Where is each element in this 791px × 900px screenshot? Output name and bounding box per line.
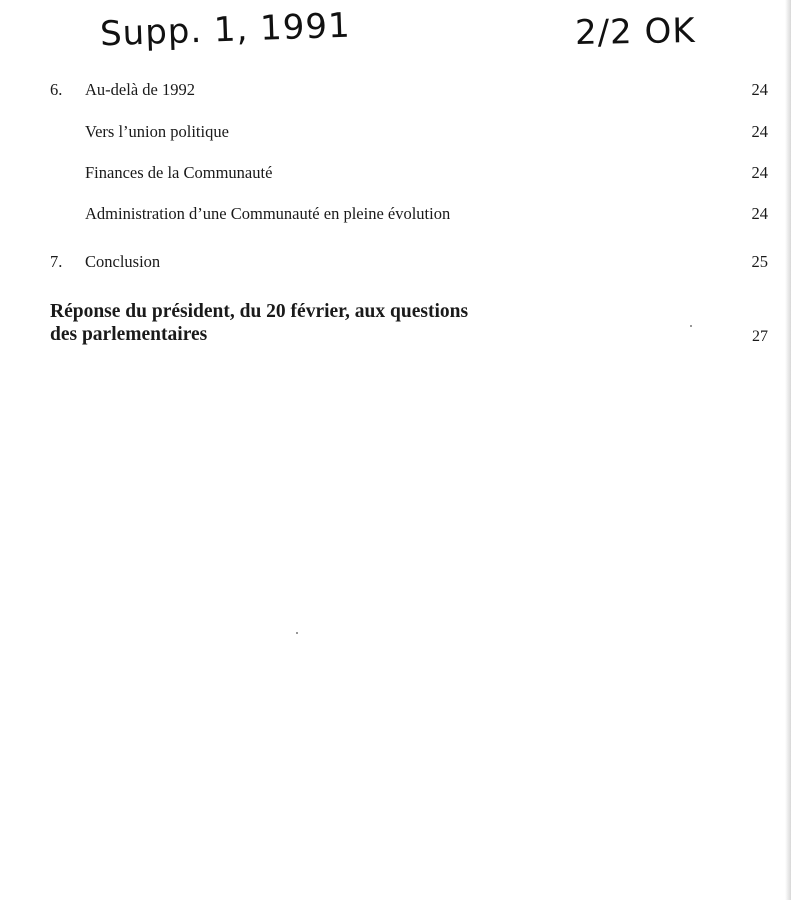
handwritten-annotation-right: 2/2 OK bbox=[574, 10, 696, 54]
toc-entry-number: 6. bbox=[50, 80, 63, 99]
toc-entry-page: 24 bbox=[751, 163, 768, 182]
toc-entry-title: Conclusion bbox=[85, 252, 161, 271]
scan-speck bbox=[296, 632, 298, 634]
toc-entry-page: 27 bbox=[752, 328, 768, 345]
toc-subentry bbox=[85, 204, 768, 224]
scan-edge-shadow bbox=[785, 0, 791, 900]
toc-bold-entry-line1: Réponse du président, du 20 février, aux questions bbox=[50, 301, 469, 322]
toc-entry-title: Au-delà de 1992 bbox=[85, 80, 195, 99]
toc-subentry bbox=[85, 122, 768, 142]
toc-entry-page: 24 bbox=[751, 122, 768, 141]
toc-entry-page: 24 bbox=[751, 80, 768, 99]
handwritten-annotation-left: Supp. 1, 1991 bbox=[99, 5, 352, 55]
toc-entry-title: Finances de la Communauté bbox=[85, 163, 273, 182]
toc-entry-title: Administration d’une Communauté en pleine évolution bbox=[85, 204, 451, 223]
toc-bold-entry-line2: des parlementaires bbox=[50, 324, 208, 345]
toc-entry-7 bbox=[50, 252, 768, 272]
toc-entry-6 bbox=[50, 80, 768, 100]
toc-entry-page: 24 bbox=[751, 204, 768, 223]
toc-subentry bbox=[85, 163, 768, 183]
toc-entry-title: Vers l’union politique bbox=[85, 122, 229, 141]
toc-entry-page: 25 bbox=[751, 252, 768, 271]
toc-bold-entry bbox=[50, 300, 768, 346]
toc-entry-number: 7. bbox=[50, 252, 63, 271]
